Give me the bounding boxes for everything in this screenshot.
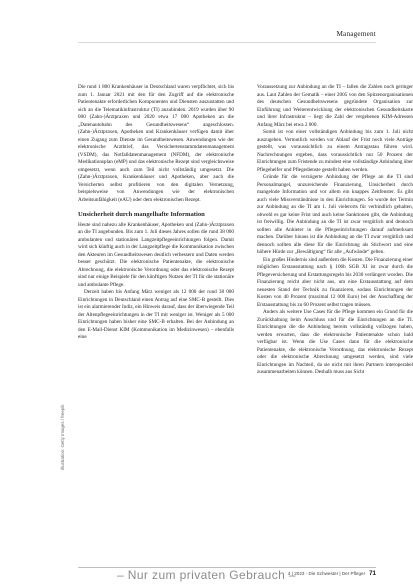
paragraph: Ein großes Hindernis sind außerdem die Kosten. Die Finanzierung einer möglichen Erstausstattung nach § 106b SGB XI ist zwar durch die Pflegeversicherung und Erstattungsregeln bis 2030 verlängert worden. Die Finanzierung reicht aber nicht aus, um eine Erstausstattung auf dem neuesten Stand der Technik zu finanzieren, sodass Einrichtungen der Kosten von 40 Prozent (maximal 12 000 Euro) bei der Anschaffung der Erstausstattung bis zu 60 Prozent selbst tragen müssen.: [257, 256, 413, 308]
page-header: [0, 0, 413, 46]
issue-label: 4 | 2023 · Die Schwester | Der Pfleger: [287, 571, 366, 576]
image-credit: Illustration: Getty Images / freepik: [60, 404, 65, 470]
paragraph: Voraussetzung zur Anbindung an die TI – fallen die Zahlen noch geringer aus. Laut Zahlen der Gematik – einer 2005 von den Spitzenorganisationen des deutschen Gesundheitswesens gegründete Organisation zur Einführung und Weiterentwicklung der elektronischen Gesundheitskarte und ihrer Infrastruktur – liegt die Zahl der vergebenen KIM-Adressen Anfang März bei etwa 2 000.: [257, 84, 413, 128]
page-footer: [288, 570, 376, 577]
subheading: Unsicherheit durch mangelhafte Information: [78, 211, 205, 218]
paragraph: Derzeit haben bis Anfang März weniger als 12 000 der rund 38 000 Einrichtungen in Deutschland einen Antrag auf eine SMC-B gestellt. Dies ist ein alarmierender Indiz, ein Hinweis darauf, dass der überwiegende Teil der Altenpflegeeinrichtungen in der TI mit weniger ist. Weniger als 5 000 Einrichtungen haben bisher eine SMC-B erhalten. Bei der Anbindung an den E-Mail-Dienst KIM (Kommunikation im Medizinwesen) – ebenfalls eine: [78, 289, 234, 341]
right-column: [257, 84, 413, 377]
page-number: 71: [369, 570, 376, 577]
paragraph: Somit ist von einer vollständigen Anbindung bis zum 1. Juli nicht auszugehen. Vermutlich werden vor Ablauf der Frist noch viele Anträge gestellt, was voraussichtlich zu einem Antragsstau führen wird. Nachrechnungen ergeben, dass voraussichtlich nur 50 Prozent der Einrichtungen zum Fristende zu mindest eine vollständige Anbindung über Pflegehelfer und Pflegedienste gestellt haben werden.: [257, 129, 413, 173]
watermark-notice: – Nur zum privaten Gebrauch –: [116, 568, 296, 582]
paragraph: Gründe für die verzögerte Anbindung der Pflege an die TI sind Personalmangel, unzureichende Finanzierung, Unsicherheit durch mangelnde Information und vor allem ein knappes Zeitfenster. Es gibt auch viele Missverständnisse in den Einrichtungen. So wurde der Termin zur Anbindung an die TI am 1. Juli vielerorts für verbindlich gehalten, obwohl es gar keine Frist und auch keine Sanktionen gibt, die Anbindung ist freiwillig. Die Anbindung an die TI ist zwar vergütlich und dennoch sollten alle Anbieter in die Pflegeeinrichtungen darauf aufmerksam machen. Darüber hinaus ist die Anbindung an die TI zwar vergütlich und dennoch sollten alle diese für die Einrichtung als Stichwort und eine höhere Hürde zur „Bewältigung“ für alle „Aufwände“ gelten.: [257, 174, 413, 255]
paragraph: Anders als weitere Use Cases für die Pflege kommen ein Grund für die Zurückhaltung beim Anschluss und für die Einrichtungen an die TI. Einrichtungen die die Anbindung bereits vollständig vollzogen haben, werden erwarten, dass die elektronische Patientenakte schon bald verfügbar ist. Wenn die Use Cases dann für die elektronische Patientenakte, die elektronische Verordnung, das elektronische Rezept oder die elektronische Abrechnung umgesetzt werden, sind viele Einrichtungen im Nachteil, da sie nicht mit ihren Partnern interoperabel zusammenarbeiten können. Deshalb muss aus Sicht: [257, 309, 413, 375]
left-column: [78, 84, 234, 342]
header-rule: [78, 42, 376, 43]
paragraph: Die rund 1 800 Krankenhäuser in Deutschland waren verpflichtet, sich bis zum 1. Januar 2021 mit den für den Zugriff auf die elektronische Patientenakte erforderlichen Komponenten und Diensten auszustatten und sich an die Telematikinfrastruktur (TI) anzubinden. 2019 wurden über 90 000 (Zahn-)Ärztpraxen und 2020 etwa 17 000 Apotheken an die „Datenautobahn des Gesundheitswesens“ angeschlossen. (Zahn-)Ärztpraxen, Apotheken und Krankenhäuser verfügen damit über einen Zugang zum Dienste im Gesundheitswesen. Anwendungen wie der elektronische Arztbrief, das Versichertenstammdatenmanagement (VSDM), das Notfalldatenmanagement (NFDM), der elektronische Medikationsplan (eMP) und das elektronische Rezept sind vergleichsweise umgesetzt, wenn auch zum Teil nicht vollständig umgesetzt. Die (Zahn-)Ärztpraxen, Krankenhäuser und Apotheken, aber auch die Versicherten selbst profitieren von den digitalen Vernetzung, beispielsweise von Anwendungen wie der elektronischen Arbeitsunfähigkeit (eAU) oder dem elektronischen Rezept.: [78, 84, 234, 203]
paragraph: Heute sind nahezu alle Krankenhäuser, Apotheken und (Zahn-)Ärztpraxen an die TI angebunden. Bis zum 1. Juli dieses Jahres sollen die rund 38 000 ambulanten und stationären Langzeitpflegeeinrichtungen folgen. Damit wird sich künftig auch in der Langzeitpflege die Kommunikation zwischen den Akteuren im Gesundheitswesen deutlich verbessern und Daten werden besser geschützt. Die elektronische Patientenakte, die elektronische Abrechnung, die elektronische Verordnung oder das elektronische Rezept sind nur einige Beispiele für den künftigen Nutzen der TI für die stationäre und ambulante Pflege.: [78, 221, 234, 288]
section-title: Management: [336, 30, 376, 38]
